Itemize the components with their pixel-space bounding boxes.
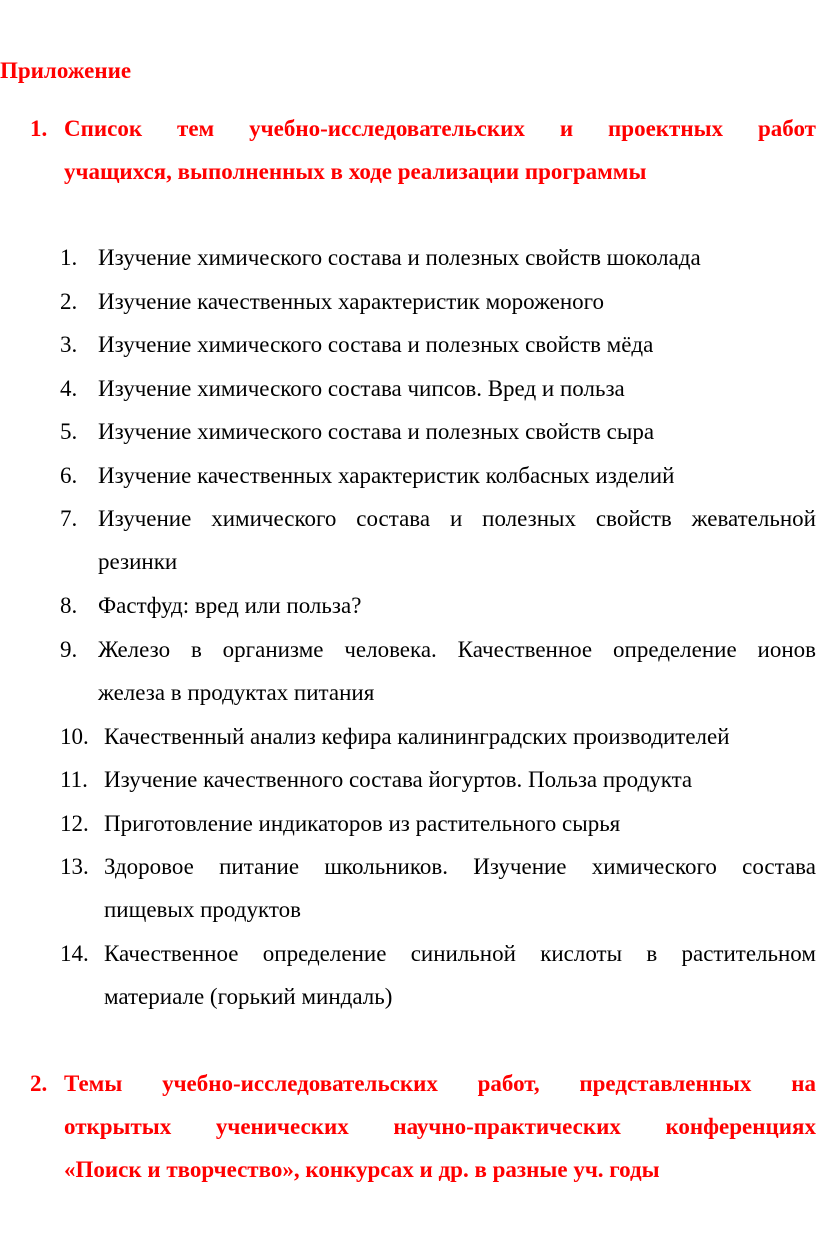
word: полезных (482, 506, 576, 531)
text-line: Изучение качественного состава йогуртов. Польза продукта (104, 767, 693, 792)
text-line: Изучение качественных характеристик колбасных изделий (98, 462, 675, 488)
list-item-number: 9. (60, 636, 78, 662)
section-number: 2. (30, 1071, 48, 1096)
word: состава (356, 506, 431, 531)
word: химического (591, 854, 717, 879)
text-line: Приготовление индикаторов из растительного сырья (104, 810, 621, 836)
text-line: материале (горький миндаль) (104, 984, 393, 1009)
word: учебно-исследовательских (162, 1071, 438, 1096)
word: на (791, 1071, 816, 1096)
text-line: Изучение химического состава и полезных свойств мёда (98, 332, 654, 357)
word: Качественное (104, 941, 239, 966)
list-item-text (98, 410, 816, 453)
list-item-text (98, 323, 816, 366)
text-line: Качественный анализ кефира калининградских производителей (104, 723, 730, 749)
word: в (190, 636, 202, 662)
justified-line (64, 1062, 816, 1105)
list-item-number: 13. (60, 854, 89, 879)
list-item-text (98, 584, 816, 627)
list-item-number: 4. (60, 375, 78, 401)
word: Изучение (473, 854, 567, 879)
list-item-text (98, 280, 816, 323)
word: растительном (681, 941, 816, 966)
text-line: пищевых продуктов (104, 897, 301, 922)
word: работ, (477, 1071, 540, 1096)
list-item-number: 2. (60, 288, 78, 314)
justified-line (64, 1105, 816, 1148)
list-item-text (98, 236, 816, 279)
word: и (449, 506, 463, 531)
word: представленных (579, 1071, 752, 1096)
word: тем (177, 116, 215, 141)
section-title (64, 1062, 816, 1191)
appendix-title: Приложение (0, 58, 132, 83)
list-item-number: 12. (60, 810, 89, 836)
text-line: учащихся, выполненных в ходе реализации программы (64, 159, 647, 184)
word: Железо (98, 636, 171, 662)
list-item-text (104, 715, 816, 758)
list-item-text (104, 845, 816, 931)
word: в (646, 941, 658, 966)
word: Здоровое (104, 854, 194, 879)
word: конференциях (665, 1114, 816, 1139)
list-item-number: 10. (60, 723, 89, 749)
word: Качественное (457, 636, 593, 662)
word: организме (222, 636, 324, 662)
list-item-text (98, 628, 816, 714)
word: определение (262, 941, 387, 966)
list-item-number: 14. (60, 941, 89, 966)
justified-line (64, 107, 816, 150)
list-item-number: 7. (60, 506, 78, 531)
list-item-number: 5. (60, 419, 78, 444)
word: ученических (215, 1114, 349, 1139)
list-item-text (98, 367, 816, 410)
text-line: «Поиск и творчество», конкурсах и др. в разные уч. годы (64, 1157, 660, 1182)
text-line: Изучение химического состава и полезных свойств сыра (98, 419, 655, 444)
list-item-number: 1. (60, 245, 78, 270)
word: человека. (344, 636, 437, 662)
list-item-text (104, 932, 816, 1018)
word: Изучение (98, 506, 192, 531)
justified-line (98, 497, 816, 540)
list-item-text (104, 802, 816, 845)
list-item-text (98, 454, 816, 497)
list-item-number: 3. (60, 332, 78, 357)
word: состава (742, 854, 816, 879)
text-line: Изучение химического состава и полезных свойств шоколада (98, 245, 701, 270)
text-line: Фастфуд: вред или польза? (98, 593, 362, 618)
word: химического (211, 506, 337, 531)
word: Список (64, 116, 143, 141)
list-item-number: 11. (60, 767, 88, 792)
word: открытых (64, 1114, 172, 1139)
word: питание (219, 854, 300, 879)
section-title (64, 107, 816, 193)
word: и (559, 116, 574, 141)
word: школьников. (324, 854, 448, 879)
justified-line (98, 628, 816, 671)
justified-line (104, 845, 816, 888)
section-number: 1. (30, 116, 48, 141)
word: кислоты (540, 941, 623, 966)
list-item-text (98, 497, 816, 583)
word: ионов (757, 636, 816, 662)
justified-line (104, 932, 816, 975)
text-line: Изучение химического состава чипсов. Вред и польза (98, 375, 625, 401)
word: научно-практических (393, 1114, 621, 1139)
word: жевательной (691, 506, 816, 531)
list-item-text (104, 758, 816, 801)
word: работ (757, 116, 816, 141)
word: свойств (595, 506, 672, 531)
word: Темы (64, 1071, 123, 1096)
list-item-number: 6. (60, 462, 78, 488)
list-item-number: 8. (60, 593, 78, 618)
text-line: резинки (98, 549, 178, 574)
word: определение (613, 636, 737, 662)
text-line: Изучение качественных характеристик мороженого (98, 288, 605, 314)
word: синильной (410, 941, 516, 966)
text-line: железа в продуктах питания (98, 679, 375, 705)
word: проектных (608, 116, 724, 141)
word: учебно-исследовательских (249, 116, 525, 141)
